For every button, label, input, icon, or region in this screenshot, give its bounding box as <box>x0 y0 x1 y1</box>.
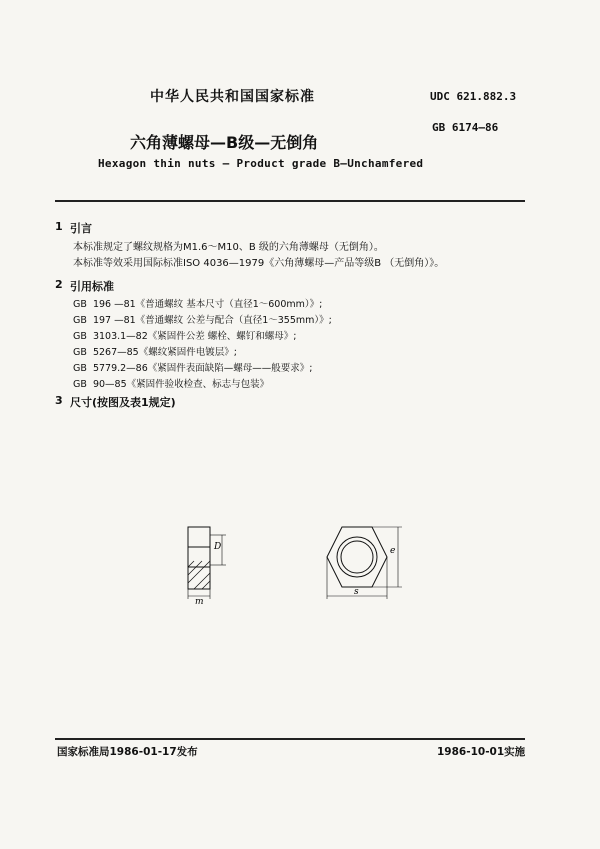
udc-number: UDC 621.882.3 <box>430 90 517 103</box>
dimension-label-D: D <box>214 542 222 552</box>
section-1-heading: 引言 <box>70 222 92 235</box>
dimension-label-s: s <box>354 587 359 597</box>
section-3-heading: 尺寸(按图及表1规定) <box>70 396 176 409</box>
nut-dimension-drawing <box>170 505 430 605</box>
section-1-paragraph-2: 本标准等效采用国际标准ISO 4036—1979《六角薄螺母—产品等级B （无倒角）》。 <box>73 258 445 269</box>
footer-divider <box>55 738 525 740</box>
section-1-paragraph-1: 本标准规定了螺纹规格为M1.6～M10、B 级的六角薄螺母（无倒角）。 <box>73 242 384 253</box>
issuer-title: 中华人民共和国国家标准 <box>150 89 315 105</box>
reference-item: GB 90—85《紧固件验收检查、标志与包装》 <box>73 379 270 390</box>
section-2-heading: 引用标准 <box>70 280 114 293</box>
dimension-label-e: e <box>390 546 396 556</box>
standard-title-english: Hexagon thin nuts — Product grade B—Unchamfered <box>98 157 424 170</box>
section-2-number: 2 <box>55 278 63 291</box>
reference-item: GB 3103.1—82《紧固件公差 螺栓、螺钉和螺母》; <box>73 331 297 342</box>
reference-item: GB 196 —81《普通螺纹 基本尺寸（直径1～600mm）》; <box>73 299 323 310</box>
nut-front-view <box>327 527 402 599</box>
section-3-number: 3 <box>55 394 63 407</box>
dimension-label-m: m <box>195 597 204 605</box>
header-divider <box>55 200 525 202</box>
section-1-number: 1 <box>55 220 63 233</box>
reference-item: GB 5779.2—86《紧固件表面缺陷—螺母——般要求》; <box>73 363 313 374</box>
issue-date: 国家标准局1986-01-17发布 <box>57 746 198 758</box>
reference-item: GB 197 —81《普通螺纹 公差与配合（直径1～355mm）》; <box>73 315 332 326</box>
effective-date: 1986-10-01实施 <box>437 746 526 758</box>
gb-number: GB 6174—86 <box>432 121 499 134</box>
reference-item: GB 5267—85《螺纹紧固件电镀层》; <box>73 347 237 358</box>
standard-title-chinese: 六角薄螺母—B级—无倒角 <box>130 133 319 152</box>
nut-side-view <box>188 527 226 599</box>
